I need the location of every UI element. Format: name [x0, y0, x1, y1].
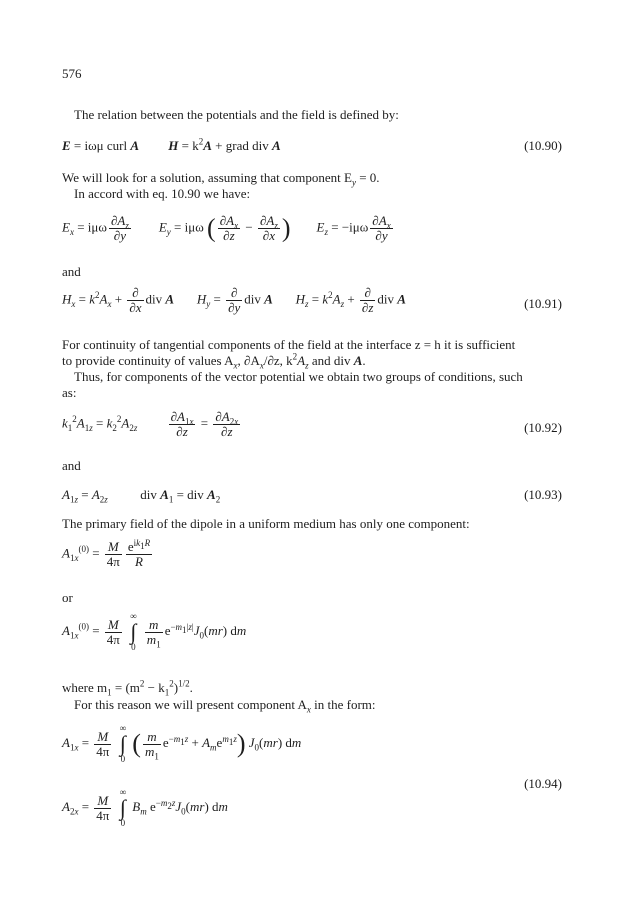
- page-number: 576: [62, 66, 82, 81]
- paragraph-7-tail: = (m: [111, 680, 140, 695]
- paragraph-4b-text: to provide continuity of values A: [62, 353, 234, 368]
- equation-10-90: E = iωμ curl A $H = k^2A$ + grad div A: [62, 136, 281, 153]
- eq-10-90-e: = iωμ curl: [73, 138, 131, 153]
- upper-limit: ∞: [130, 611, 137, 621]
- paragraph-7: where $m_1 = (m^2 - k_1^2)^{1/2}$.: [62, 678, 193, 698]
- equation-primary-field: $A_{1x}^{(0)}$ = $\frac{M}{4\pi}$ $\frac{e^{ik_1R}}{R}$: [62, 537, 151, 569]
- equation-e-components: $E_x = i\mu\omega$ $\frac{\partial A_z}{\partial y}$ $E_y = i\mu\omega$ ( $\frac{\partial A_x}{\partial z}$ − $\frac{\partial A_z}{\partial x}$ ) $E_z = -i\mu\omega$ $\frac{\partial A_x}{\partial y}$: [62, 213, 391, 243]
- paragraph-5b: as:: [62, 385, 77, 400]
- paragraph-1: The relation between the potentials and the field is defined by:: [74, 107, 399, 122]
- paragraph-7-tail2: − k: [144, 680, 165, 695]
- equation-integral-form: $A_{1x}^{(0)}$ = $\frac{M}{4\pi}$ ∞ ∫ 0 $\frac{m}{m_1}$ $e^{-m_1|z|}J_0(mr)$ dm: [62, 611, 247, 652]
- equation-10-91: $H_x = k^2A_x$ + $\frac{\partial}{\partial x}$ div A $H_y$ = $\frac{\partial}{\partial y}$ div A $H_z = k^2A_z$ + $\frac{\partial}{\partial z}$ div A: [62, 285, 406, 315]
- equation-10-93: $A_{1z} = A_{2z}$ div $A_1$ = div $A_2$: [62, 487, 221, 505]
- eq-10-90-h: = k: [181, 138, 199, 153]
- paragraph-6: The primary field of the dipole in a uniform medium has only one component:: [62, 516, 470, 531]
- paragraph-3: In accord with eq. 10.90 we have:: [74, 186, 251, 201]
- paragraph-2: We will look for a solution, assuming that component $E_y = 0$.: [62, 170, 380, 188]
- paragraph-4b-tail2: /∂z, k: [263, 353, 293, 368]
- equation-10-92: $k_1^2A_{1z} = k_2^2A_{2z}$ $\frac{\partial A_{1x}}{\partial z}$ = $\frac{\partial A_{2x}}{\partial z}$: [62, 409, 239, 439]
- equation-number-10-91: (10.91): [524, 296, 562, 311]
- eq-10-90-h-rest: + grad div: [211, 138, 272, 153]
- paragraph-7-tail3: ): [173, 680, 179, 695]
- paragraph-4b: to provide continuity of values $A_x$, $\partial A_x/\partial z$, $k^2A_z$ and div A.: [62, 351, 366, 371]
- paragraph-7-text: where m: [62, 680, 108, 695]
- integral-sign: ∞ ∫ 0: [130, 611, 137, 652]
- equation-number-10-90: (10.90): [524, 138, 562, 153]
- equation-10-94-line-2: $A_{2x}$ = $\frac{M}{4\pi}$ ∞ ∫ 0 $B_m$ $e^{-m_2z}J_0(mr)$ dm: [62, 787, 228, 828]
- paragraph-8: For this reason we will present component $A_x$ in the form:: [74, 697, 376, 715]
- and-1: and: [62, 264, 81, 279]
- integral-sign-3: ∞ ∫ 0: [119, 787, 127, 828]
- and-2: and: [62, 458, 81, 473]
- paragraph-2-tail: = 0.: [355, 170, 380, 185]
- equation-number-10-93: (10.93): [524, 487, 562, 502]
- paragraph-4b-tail3: and div: [308, 353, 354, 368]
- paragraph-4a: For continuity of tangential components of the field at the interface z = h it is sufficient: [62, 337, 516, 352]
- equation-number-10-94: (10.94): [524, 776, 562, 791]
- paragraph-2-text: We will look for a solution, assuming that component E: [62, 170, 352, 185]
- paragraph-4b-tail: , ∂A: [237, 353, 260, 368]
- equation-number-10-92: (10.92): [524, 420, 562, 435]
- integral-sign-2: ∞ ∫ 0: [119, 723, 127, 764]
- paragraph-8-text: For this reason we will present component A: [74, 697, 307, 712]
- paragraph-8-tail: in the form:: [310, 697, 376, 712]
- equation-10-94-line-1: $A_{1x}$ = $\frac{M}{4\pi}$ ∞ ∫ 0 ( $\frac{m}{m_1}$ $e^{-m_1z} + A_me^{m_1z}$) $J_0(mr)$ dm: [62, 723, 302, 764]
- lower-limit: 0: [131, 642, 136, 652]
- paragraph-5a: Thus, for components of the vector potential we obtain two groups of conditions, such: [74, 369, 523, 384]
- or-text: or: [62, 590, 73, 605]
